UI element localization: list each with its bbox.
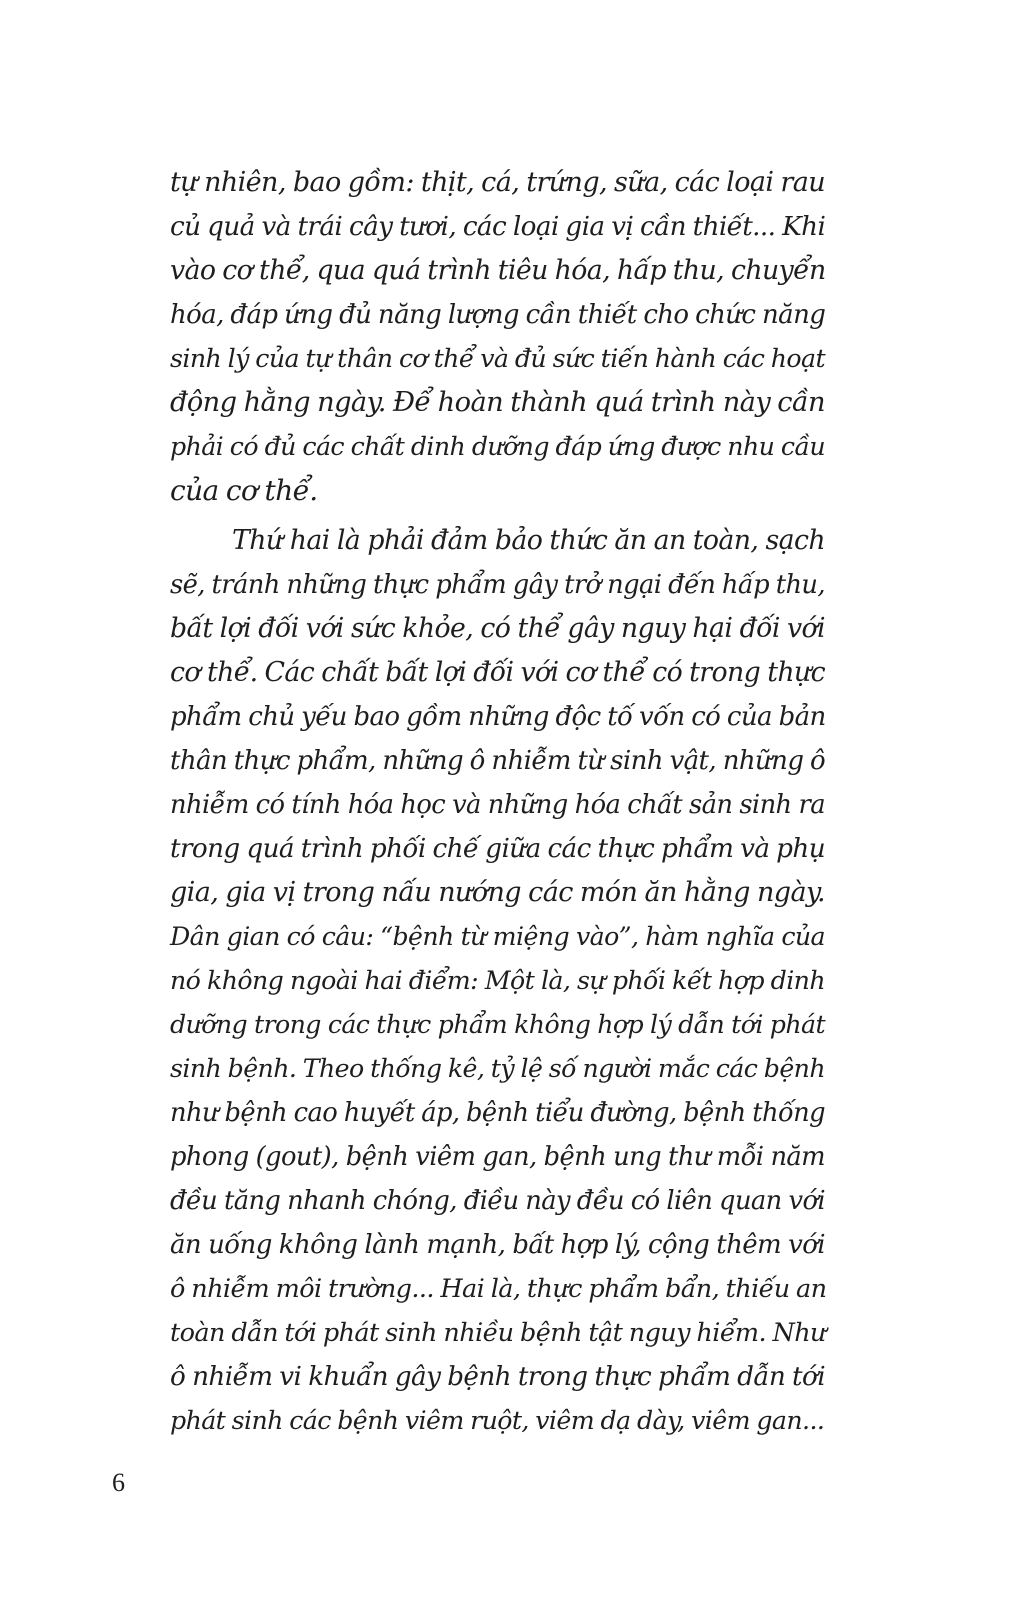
paragraph-2 xyxy=(170,519,825,1443)
text-line: sẽ, tránh những thực phẩm gây trở ngại đến hấp thu, xyxy=(170,570,825,600)
text-line: ăn uống không lành mạnh, bất hợp lý, cộng thêm với xyxy=(170,1230,825,1260)
text-line: phát sinh các bệnh viêm ruột, viêm dạ dày, viêm gan... xyxy=(170,1406,825,1435)
text-line: gia, gia vị trong nấu nướng các món ăn hằng ngày. xyxy=(170,877,825,908)
text-line: sinh bệnh. Theo thống kê, tỷ lệ số người mắc các bệnh xyxy=(170,1054,825,1083)
text-line: thân thực phẩm, những ô nhiễm từ sinh vật, những ô xyxy=(170,746,826,776)
text-line: vào cơ thể, qua quá trình tiêu hóa, hấp thu, chuyển xyxy=(170,255,826,286)
text-line: sinh lý của tự thân cơ thể và đủ sức tiến hành các hoạt xyxy=(170,344,825,373)
text-line: hóa, đáp ứng đủ năng lượng cần thiết cho chức năng xyxy=(170,300,826,330)
paragraph-1 xyxy=(170,161,825,513)
text-line: trong quá trình phối chế giữa các thực phẩm và phụ xyxy=(170,834,825,864)
text-line: ô nhiễm môi trường... Hai là, thực phẩm bẩn, thiếu an xyxy=(170,1274,827,1304)
text-line: toàn dẫn tới phát sinh nhiều bệnh tật nguy hiểm. Như xyxy=(170,1318,826,1348)
text-line: bất lợi đối với sức khỏe, có thể gây nguy hại đối với xyxy=(170,613,825,644)
page-number: 6 xyxy=(112,1468,125,1497)
text-line: tự nhiên, bao gồm: thịt, cá, trứng, sữa, các loại rau xyxy=(170,167,825,198)
text-line: của cơ thể. xyxy=(170,474,318,507)
text-line: đều tăng nhanh chóng, điều này đều có liên quan với xyxy=(170,1186,825,1216)
text-line: nó không ngoài hai điểm: Một là, sự phối kết hợp dinh xyxy=(170,966,825,995)
text-line: ô nhiễm vi khuẩn gây bệnh trong thực phẩm dẫn tới xyxy=(170,1362,825,1392)
text-line: phải có đủ các chất dinh dưỡng đáp ứng được nhu cầu xyxy=(170,432,825,461)
body-text xyxy=(170,161,825,1443)
text-line: dưỡng trong các thực phẩm không hợp lý dẫn tới phát xyxy=(170,1010,825,1039)
text-line: phẩm chủ yếu bao gồm những độc tố vốn có của bản xyxy=(170,702,826,732)
text-line: cơ thể. Các chất bất lợi đối với cơ thể có trong thực xyxy=(170,657,825,688)
text-line: nhiễm có tính hóa học và những hóa chất sản sinh ra xyxy=(170,790,825,820)
text-line: như bệnh cao huyết áp, bệnh tiểu đường, bệnh thống xyxy=(170,1098,825,1128)
text-line: Dân gian có câu: “bệnh từ miệng vào”, hàm nghĩa của xyxy=(170,922,825,951)
text-line: củ quả và trái cây tươi, các loại gia vị cần thiết... Khi xyxy=(170,212,826,242)
text-line: phong (gout), bệnh viêm gan, bệnh ung thư mỗi năm xyxy=(170,1142,825,1172)
text-line: Thứ hai là phải đảm bảo thức ăn an toàn, sạch xyxy=(232,525,825,556)
text-line: động hằng ngày. Để hoàn thành quá trình này cần xyxy=(170,387,825,418)
